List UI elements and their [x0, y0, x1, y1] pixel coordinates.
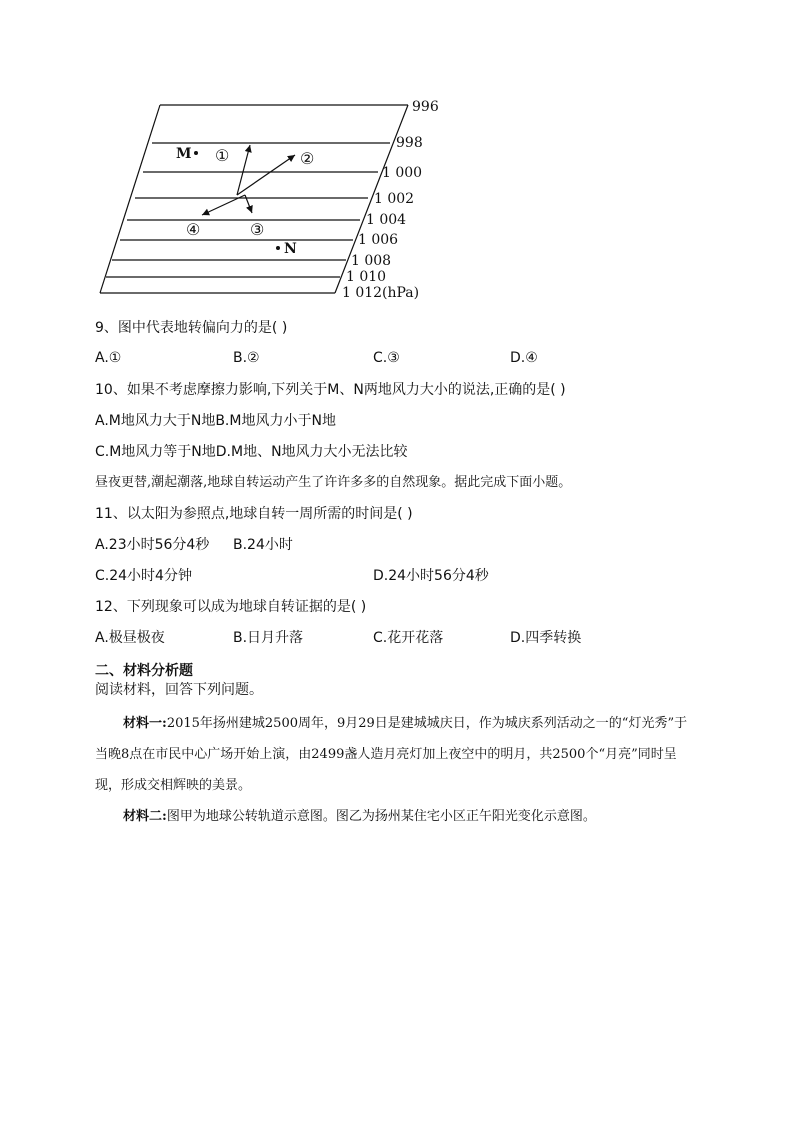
q11-option-c[interactable]: C.24小时4分钟 — [95, 568, 192, 584]
q11-option-a[interactable]: A.23小时56分4秒 — [95, 537, 210, 553]
arrow-label-1: ① — [215, 146, 230, 165]
isobar-label: 1 002 — [374, 191, 415, 207]
isobar-label: 996 — [412, 99, 439, 115]
isobar-label: 998 — [396, 135, 423, 151]
frame-left — [100, 105, 160, 293]
point-m-label: M — [176, 146, 192, 162]
q9-option-a[interactable]: A.① — [95, 350, 122, 366]
material-2-text: 图甲为地球公转轨道示意图。图乙为扬州某住宅小区正午阳光变化示意图。 — [166, 809, 596, 824]
q11-text: 11、以太阳为参照点,地球自转一周所需的时间是( ) — [95, 506, 413, 522]
material-1-lead: 材料一: — [123, 716, 167, 731]
q9-option-c[interactable]: C.③ — [373, 350, 400, 366]
q12-text: 12、下列现象可以成为地球自转证据的是( ) — [95, 599, 367, 615]
point-n-label: N — [284, 241, 297, 257]
isobar-svg — [90, 95, 450, 305]
isobar-diagram — [90, 95, 450, 305]
arrow-label-3: ③ — [250, 220, 265, 239]
q10-text: 10、如果不考虑摩擦力影响,下列关于M、N两地风力大小的说法,正确的是( ) — [95, 382, 566, 398]
isobar-label: 1 000 — [382, 165, 423, 181]
point-m-dot — [194, 151, 198, 155]
q12-option-d[interactable]: D.四季转换 — [510, 630, 582, 646]
isobar-label: 1 004 — [366, 212, 407, 228]
q12-option-a[interactable]: A.极昼极夜 — [95, 630, 165, 646]
material-2 — [95, 801, 700, 832]
point-n-dot — [276, 246, 280, 250]
material-1 — [95, 708, 700, 801]
q12-option-c[interactable]: C.花开花落 — [373, 630, 444, 646]
isobar-label: 1 010 — [346, 269, 387, 285]
q11-option-d[interactable]: D.24小时56分4秒 — [373, 568, 489, 584]
q12-option-b[interactable]: B.日月升落 — [233, 630, 304, 646]
unit-label: (hPa) — [382, 285, 420, 301]
q10-options-line1[interactable]: A.M地风力大于N地B.M地风力小于N地 — [95, 413, 336, 429]
arrow-label-2: ② — [300, 149, 315, 168]
q9-text: 9、图中代表地转偏向力的是( ) — [95, 320, 288, 336]
isobar-label: 1 012 — [342, 285, 383, 301]
isobar-label: 1 006 — [358, 232, 399, 248]
group-intro: 昼夜更替,潮起潮落,地球自转运动产生了许许多多的自然现象。据此完成下面小题。 — [95, 475, 572, 490]
material-1-text: 2015年扬州建城2500周年，9月29日是建城城庆日，作为城庆系列活动之一的“灯光秀”于当晚8点在市民中心广场开始上演，由2499盏人造月亮灯加上夜空中的明月，共2500个“月亮”同时呈现，形成交相辉映的美景。 — [95, 716, 688, 793]
q9-option-b[interactable]: B.② — [233, 350, 260, 366]
section-title: 二、材料分析题 — [95, 663, 193, 679]
section-instruction: 阅读材料，回答下列问题。 — [95, 682, 263, 698]
q9-option-d[interactable]: D.④ — [510, 350, 538, 366]
isobar-label: 1 008 — [351, 253, 392, 269]
material-2-lead: 材料二: — [123, 809, 167, 824]
arrow-label-4: ④ — [186, 220, 201, 239]
q11-option-b[interactable]: B.24小时 — [233, 537, 293, 553]
q10-options-line2[interactable]: C.M地风力等于N地D.M地、N地风力大小无法比较 — [95, 444, 408, 460]
